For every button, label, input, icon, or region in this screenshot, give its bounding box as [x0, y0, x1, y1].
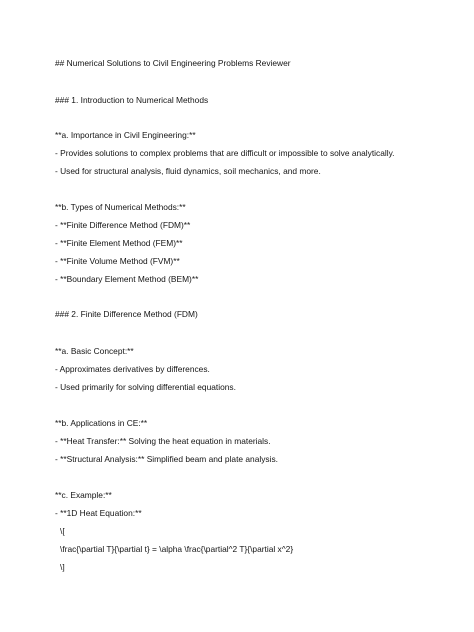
section-heading-2: ### 2. Finite Difference Method (FDM)	[55, 309, 198, 319]
subheading-example: **c. Example:**	[55, 490, 112, 500]
math-open: \[	[60, 526, 65, 536]
bullet-line: - Provides solutions to complex problems that are difficult or impossible to solve analytically.	[55, 148, 395, 158]
subheading-applications: **b. Applications in CE:**	[55, 418, 148, 428]
math-formula: \frac{\partial T}{\partial t} = \alpha \frac{\partial^2 T}{\partial x^2}	[60, 544, 294, 554]
subheading-importance: **a. Importance in Civil Engineering:**	[55, 130, 196, 140]
bullet-line: - **1D Heat Equation:**	[55, 508, 142, 518]
bullet-line: - **Finite Element Method (FEM)**	[55, 238, 183, 248]
bullet-line: - **Finite Volume Method (FVM)**	[55, 256, 180, 266]
bullet-line: - Approximates derivatives by differences.	[55, 364, 210, 374]
section-heading-1: ### 1. Introduction to Numerical Methods	[55, 95, 209, 105]
document-title: ## Numerical Solutions to Civil Engineering Problems Reviewer	[55, 58, 291, 68]
math-close: \]	[60, 562, 65, 572]
subheading-basic: **a. Basic Concept:**	[55, 346, 134, 356]
bullet-line: - **Heat Transfer:** Solving the heat equation in materials.	[55, 436, 271, 446]
bullet-line: - **Boundary Element Method (BEM)**	[55, 274, 199, 284]
subheading-types: **b. Types of Numerical Methods:**	[55, 202, 186, 212]
bullet-line: - **Finite Difference Method (FDM)**	[55, 220, 191, 230]
bullet-line: - **Structural Analysis:** Simplified beam and plate analysis.	[55, 454, 278, 464]
bullet-line: - Used primarily for solving differential equations.	[55, 382, 236, 392]
bullet-line: - Used for structural analysis, fluid dynamics, soil mechanics, and more.	[55, 166, 321, 176]
